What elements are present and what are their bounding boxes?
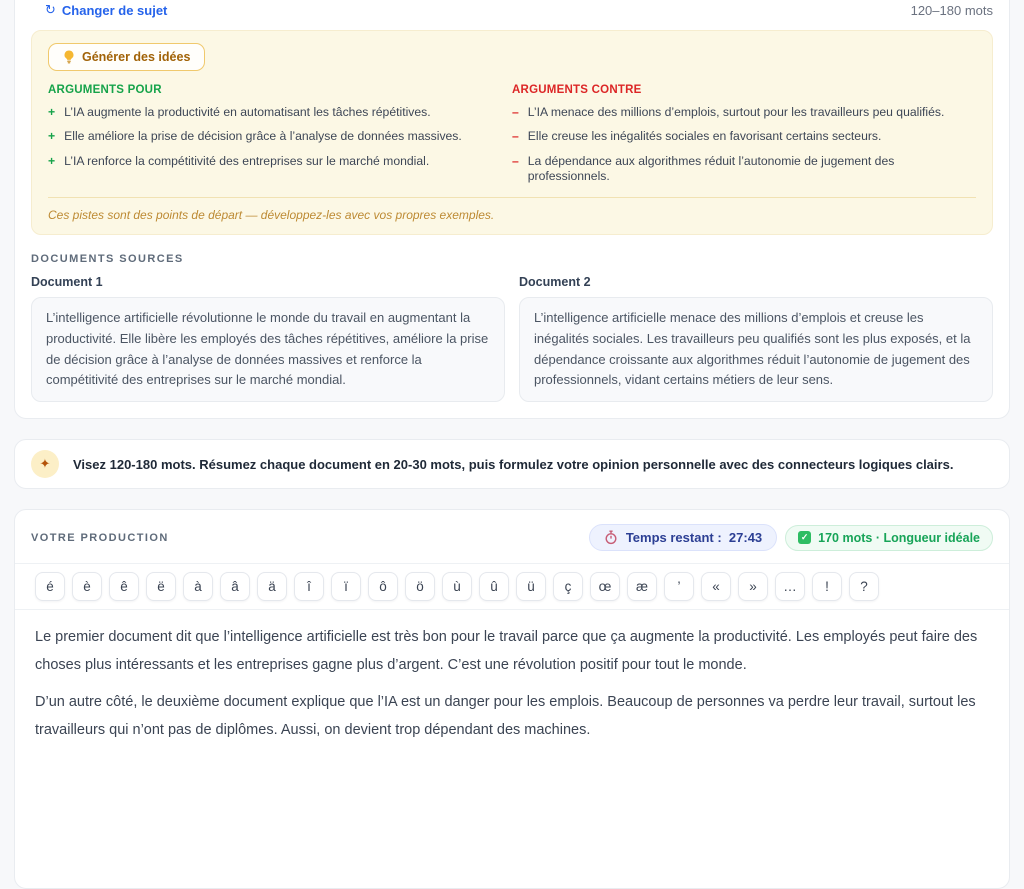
special-char-button[interactable]: î [294, 572, 324, 601]
word-count-badge [785, 525, 993, 551]
special-char-button[interactable]: â [220, 572, 250, 601]
argument-text: L’IA renforce la compétitivité des entreprises sur le marché mondial. [64, 153, 430, 168]
special-char-button[interactable]: ô [368, 572, 398, 601]
argument-text: Elle creuse les inégalités sociales en favorisant certains secteurs. [527, 129, 882, 144]
special-char-button[interactable]: æ [627, 572, 657, 601]
argument-contre-item [512, 105, 952, 120]
arguments-contre-column [512, 84, 976, 184]
argument-text: L’IA augmente la productivité en automatisant les tâches répétitives. [64, 105, 431, 119]
check-icon: ✓ [798, 531, 811, 544]
arguments-contre-title: ARGUMENTS CONTRE [512, 84, 642, 96]
special-char-button[interactable]: ê [109, 572, 139, 601]
production-header [15, 510, 1009, 563]
document-label: Document 2 [519, 275, 591, 289]
special-char-button[interactable]: ï [331, 572, 361, 601]
tip-callout [14, 439, 1010, 489]
word-count-text: 170 mots · Longueur idéale [818, 530, 980, 545]
ideas-divider [48, 197, 976, 198]
special-char-button[interactable]: ü [516, 572, 546, 601]
special-char-button[interactable]: ö [405, 572, 435, 601]
lightbulb-icon [63, 50, 75, 64]
special-char-button[interactable]: ’ [664, 572, 694, 601]
stopwatch-icon [604, 530, 618, 545]
arguments-pour-title: ARGUMENTS POUR [48, 84, 162, 96]
minus-icon: – [512, 105, 519, 119]
special-char-button[interactable]: « [701, 572, 731, 601]
plus-icon: + [48, 105, 56, 119]
special-chars-toolbar [15, 563, 1009, 610]
argument-text: L’IA menace des millions d’emplois, surtout pour les travailleurs peu qualifiés. [527, 105, 945, 119]
timer-text: Temps restant : 27:43 [625, 530, 763, 546]
word-range-label: 120–180 mots [910, 3, 993, 18]
special-char-button[interactable]: … [775, 572, 805, 601]
document-text-box: L’intelligence artificielle révolutionne le monde du travail en augmentant la productivité. Elle libère les employés des tâches répétitives, améliore la prise de décision grâce à l’analyse de données massives et renforce la compétitivité des entreprises sur le marché mondial. [31, 297, 505, 402]
ideas-panel [31, 30, 993, 235]
documents-grid [31, 275, 993, 402]
minus-icon: – [512, 153, 519, 168]
document-label: Document 1 [31, 275, 103, 289]
sparkle-icon: ✦ [31, 450, 59, 478]
subject-header-row [31, 3, 993, 30]
document-text-box: L’intelligence artificielle menace des millions d’emplois et creuse les inégalités sociales. Les travailleurs peu qualifiés sont les plus exposés, et la dépendance croissante aux algorithmes réduit l’autonomie de jugement des professionnels, vidant certains métiers de leur sens. [519, 297, 993, 402]
special-char-button[interactable]: ? [849, 572, 879, 601]
production-textarea[interactable] [15, 610, 1009, 768]
arguments-pour-column [48, 84, 512, 184]
refresh-icon: ↻ [45, 3, 56, 18]
subject-card [14, 0, 1010, 419]
plus-icon: + [48, 129, 56, 144]
argument-contre-item [512, 154, 952, 185]
documents-sources-title: DOCUMENTS SOURCES [31, 253, 184, 265]
production-badges [589, 524, 993, 551]
argument-contre-item [512, 129, 952, 144]
argument-text: La dépendance aux algorithmes réduit l’autonomie de jugement des professionnels. [527, 153, 895, 183]
document-column [31, 275, 505, 402]
production-paragraph: D’un autre côté, le deuxième document explique que l’IA est un danger pour les emplois. Beaucoup de personnes va perdre leur travail, surtout les travailleurs qui n’ont pas de diplômes. Aussi, on devient trop dépendant des machines. [35, 694, 976, 739]
arguments-contre-list [512, 105, 952, 184]
special-char-button[interactable]: œ [590, 572, 620, 601]
timer-badge [589, 524, 777, 551]
special-char-button[interactable]: è [72, 572, 102, 601]
document-column [519, 275, 993, 402]
special-char-button[interactable]: ! [812, 572, 842, 601]
special-char-button[interactable]: à [183, 572, 213, 601]
special-char-button[interactable]: ù [442, 572, 472, 601]
change-topic-label: Changer de sujet [61, 3, 168, 18]
production-paragraph: Le premier document dit que l’intelligence artificielle est très bon pour le travail parce que ça augmente la productivité. Les employés peut faire des choses plus intéressants et les entreprises gagne plus d’argent. C’est une révolution positif pour tout le monde. [35, 629, 978, 674]
change-topic-link[interactable] [45, 3, 167, 18]
minus-icon: – [512, 129, 519, 144]
generate-ideas-label: Générer des idées [82, 50, 191, 64]
arguments-columns [48, 84, 976, 184]
arguments-pour-list [48, 105, 488, 169]
special-char-button[interactable]: ä [257, 572, 287, 601]
production-card [14, 509, 1010, 889]
special-char-button[interactable]: é [35, 572, 65, 601]
ideas-note: Ces pistes sont des points de départ — développez-les avec vos propres exemples. [48, 208, 495, 222]
special-char-button[interactable]: û [479, 572, 509, 601]
tip-text: Visez 120-180 mots. Résumez chaque document en 20-30 mots, puis formulez votre opinion personnelle avec des connecteurs logiques clairs. [73, 456, 954, 472]
production-title: VOTRE PRODUCTION [31, 531, 169, 544]
special-char-button[interactable]: ë [146, 572, 176, 601]
argument-pour-item [48, 129, 488, 144]
argument-text: Elle améliore la prise de décision grâce à l’analyse de données massives. [64, 129, 462, 144]
argument-pour-item [48, 154, 488, 169]
special-char-button[interactable]: ç [553, 572, 583, 601]
generate-ideas-button[interactable] [48, 43, 205, 71]
special-char-button[interactable]: » [738, 572, 768, 601]
argument-pour-item [48, 105, 488, 120]
plus-icon: + [48, 153, 56, 168]
